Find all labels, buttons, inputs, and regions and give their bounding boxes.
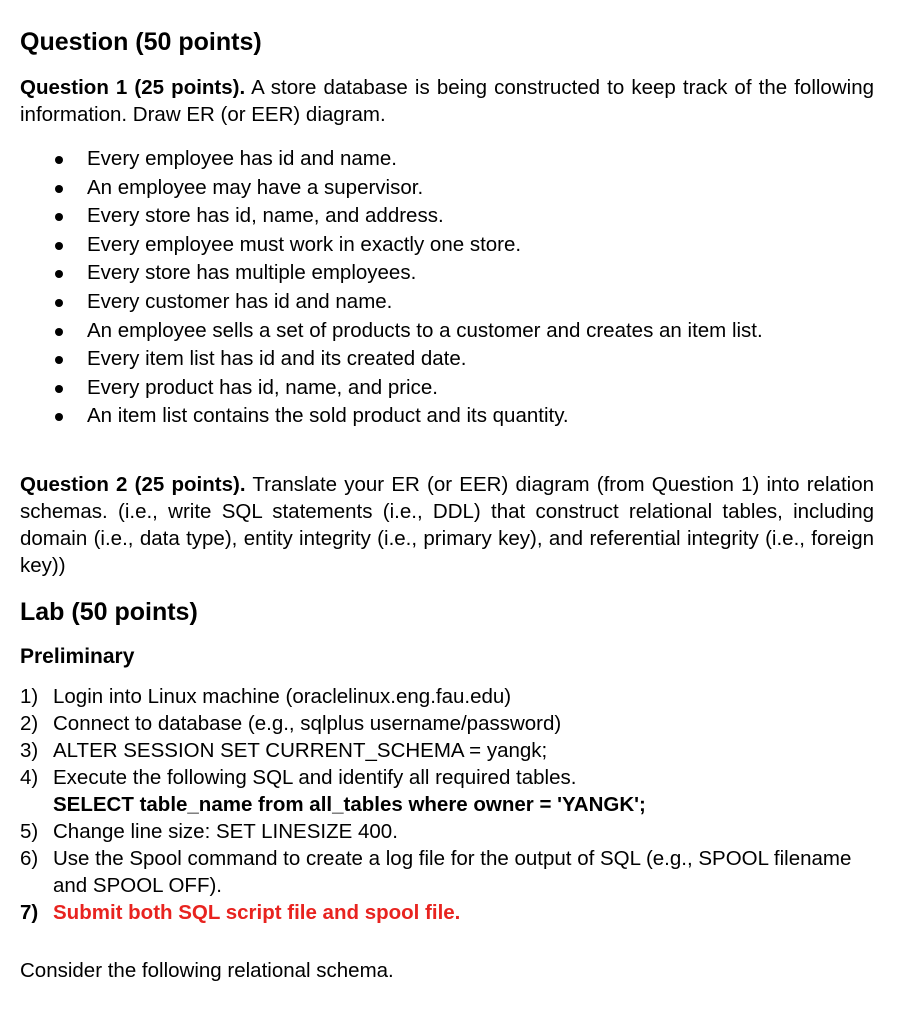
lab-step: 2) Connect to database (e.g., sqlplus username/password) <box>20 712 562 735</box>
bullet-item: An employee sells a set of products to a customer and creates an item list. <box>20 317 763 346</box>
bullet-item: Every store has multiple employees. <box>20 259 763 288</box>
bullet-icon <box>55 242 63 250</box>
bullet-item: Every product has id, name, and price. <box>20 374 763 403</box>
bullet-item: Every employee must work in exactly one store. <box>20 231 763 260</box>
lab-step: 4) Execute the following SQL and identify all required tables. SELECT table_name from all_tables where owner = 'YANGK'; <box>20 764 873 818</box>
bullet-icon <box>55 185 63 193</box>
bullet-item: An item list contains the sold product and its quantity. <box>20 402 763 431</box>
lab-step-submit: 7) Submit both SQL script file and spool file. <box>20 901 461 924</box>
sql-statement: SELECT table_name from all_tables where owner = 'YANGK'; <box>53 793 646 816</box>
question-section-heading: Question (50 points) <box>20 28 262 56</box>
bullet-item: Every customer has id and name. <box>20 288 763 317</box>
question2-paragraph <box>20 471 874 579</box>
bullet-icon <box>55 356 63 364</box>
lab-step: 6) Use the Spool command to create a log file for the output of SQL (e.g., SPOOL filename and SPOOL OFF). <box>20 847 852 897</box>
preliminary-subheading: Preliminary <box>20 645 135 668</box>
lab-step: 1) Login into Linux machine (oraclelinux.eng.fau.edu) <box>20 685 512 708</box>
bullet-item: An employee may have a supervisor. <box>20 174 763 203</box>
question1-paragraph <box>20 74 874 128</box>
question2-text: Translate your ER (or EER) diagram (from Question 1) into relation schemas. (i.e., write SQL statements (i.e., DDL) that construct relational tables, including domain (i.e., data type), entity integrity (i.e., primary key), and referential integrity (i.e., foreign key)) <box>20 473 874 577</box>
question1-text: A store database is being constructed to keep track of the following information. Draw ER (or EER) diagram. <box>20 76 874 126</box>
bullet-icon <box>55 270 63 278</box>
bullet-item: Every store has id, name, and address. <box>20 202 763 231</box>
question1-bullet-list <box>20 145 763 431</box>
lab-step: 3) ALTER SESSION SET CURRENT_SCHEMA = yangk; <box>20 739 548 762</box>
lab-section-heading: Lab (50 points) <box>20 598 198 626</box>
bullet-icon <box>55 156 63 164</box>
question1-label: Question 1 (25 points). <box>20 76 246 99</box>
question2-label: Question 2 (25 points). <box>20 473 246 496</box>
closing-sentence: Consider the following relational schema. <box>20 959 394 982</box>
bullet-icon <box>55 328 63 336</box>
bullet-icon <box>55 385 63 393</box>
lab-steps-list <box>20 683 873 926</box>
bullet-icon <box>55 299 63 307</box>
bullet-item: Every item list has id and its created date. <box>20 345 763 374</box>
lab-step: 5) Change line size: SET LINESIZE 400. <box>20 820 398 843</box>
bullet-item: Every employee has id and name. <box>20 145 763 174</box>
bullet-icon <box>55 413 63 421</box>
bullet-icon <box>55 213 63 221</box>
